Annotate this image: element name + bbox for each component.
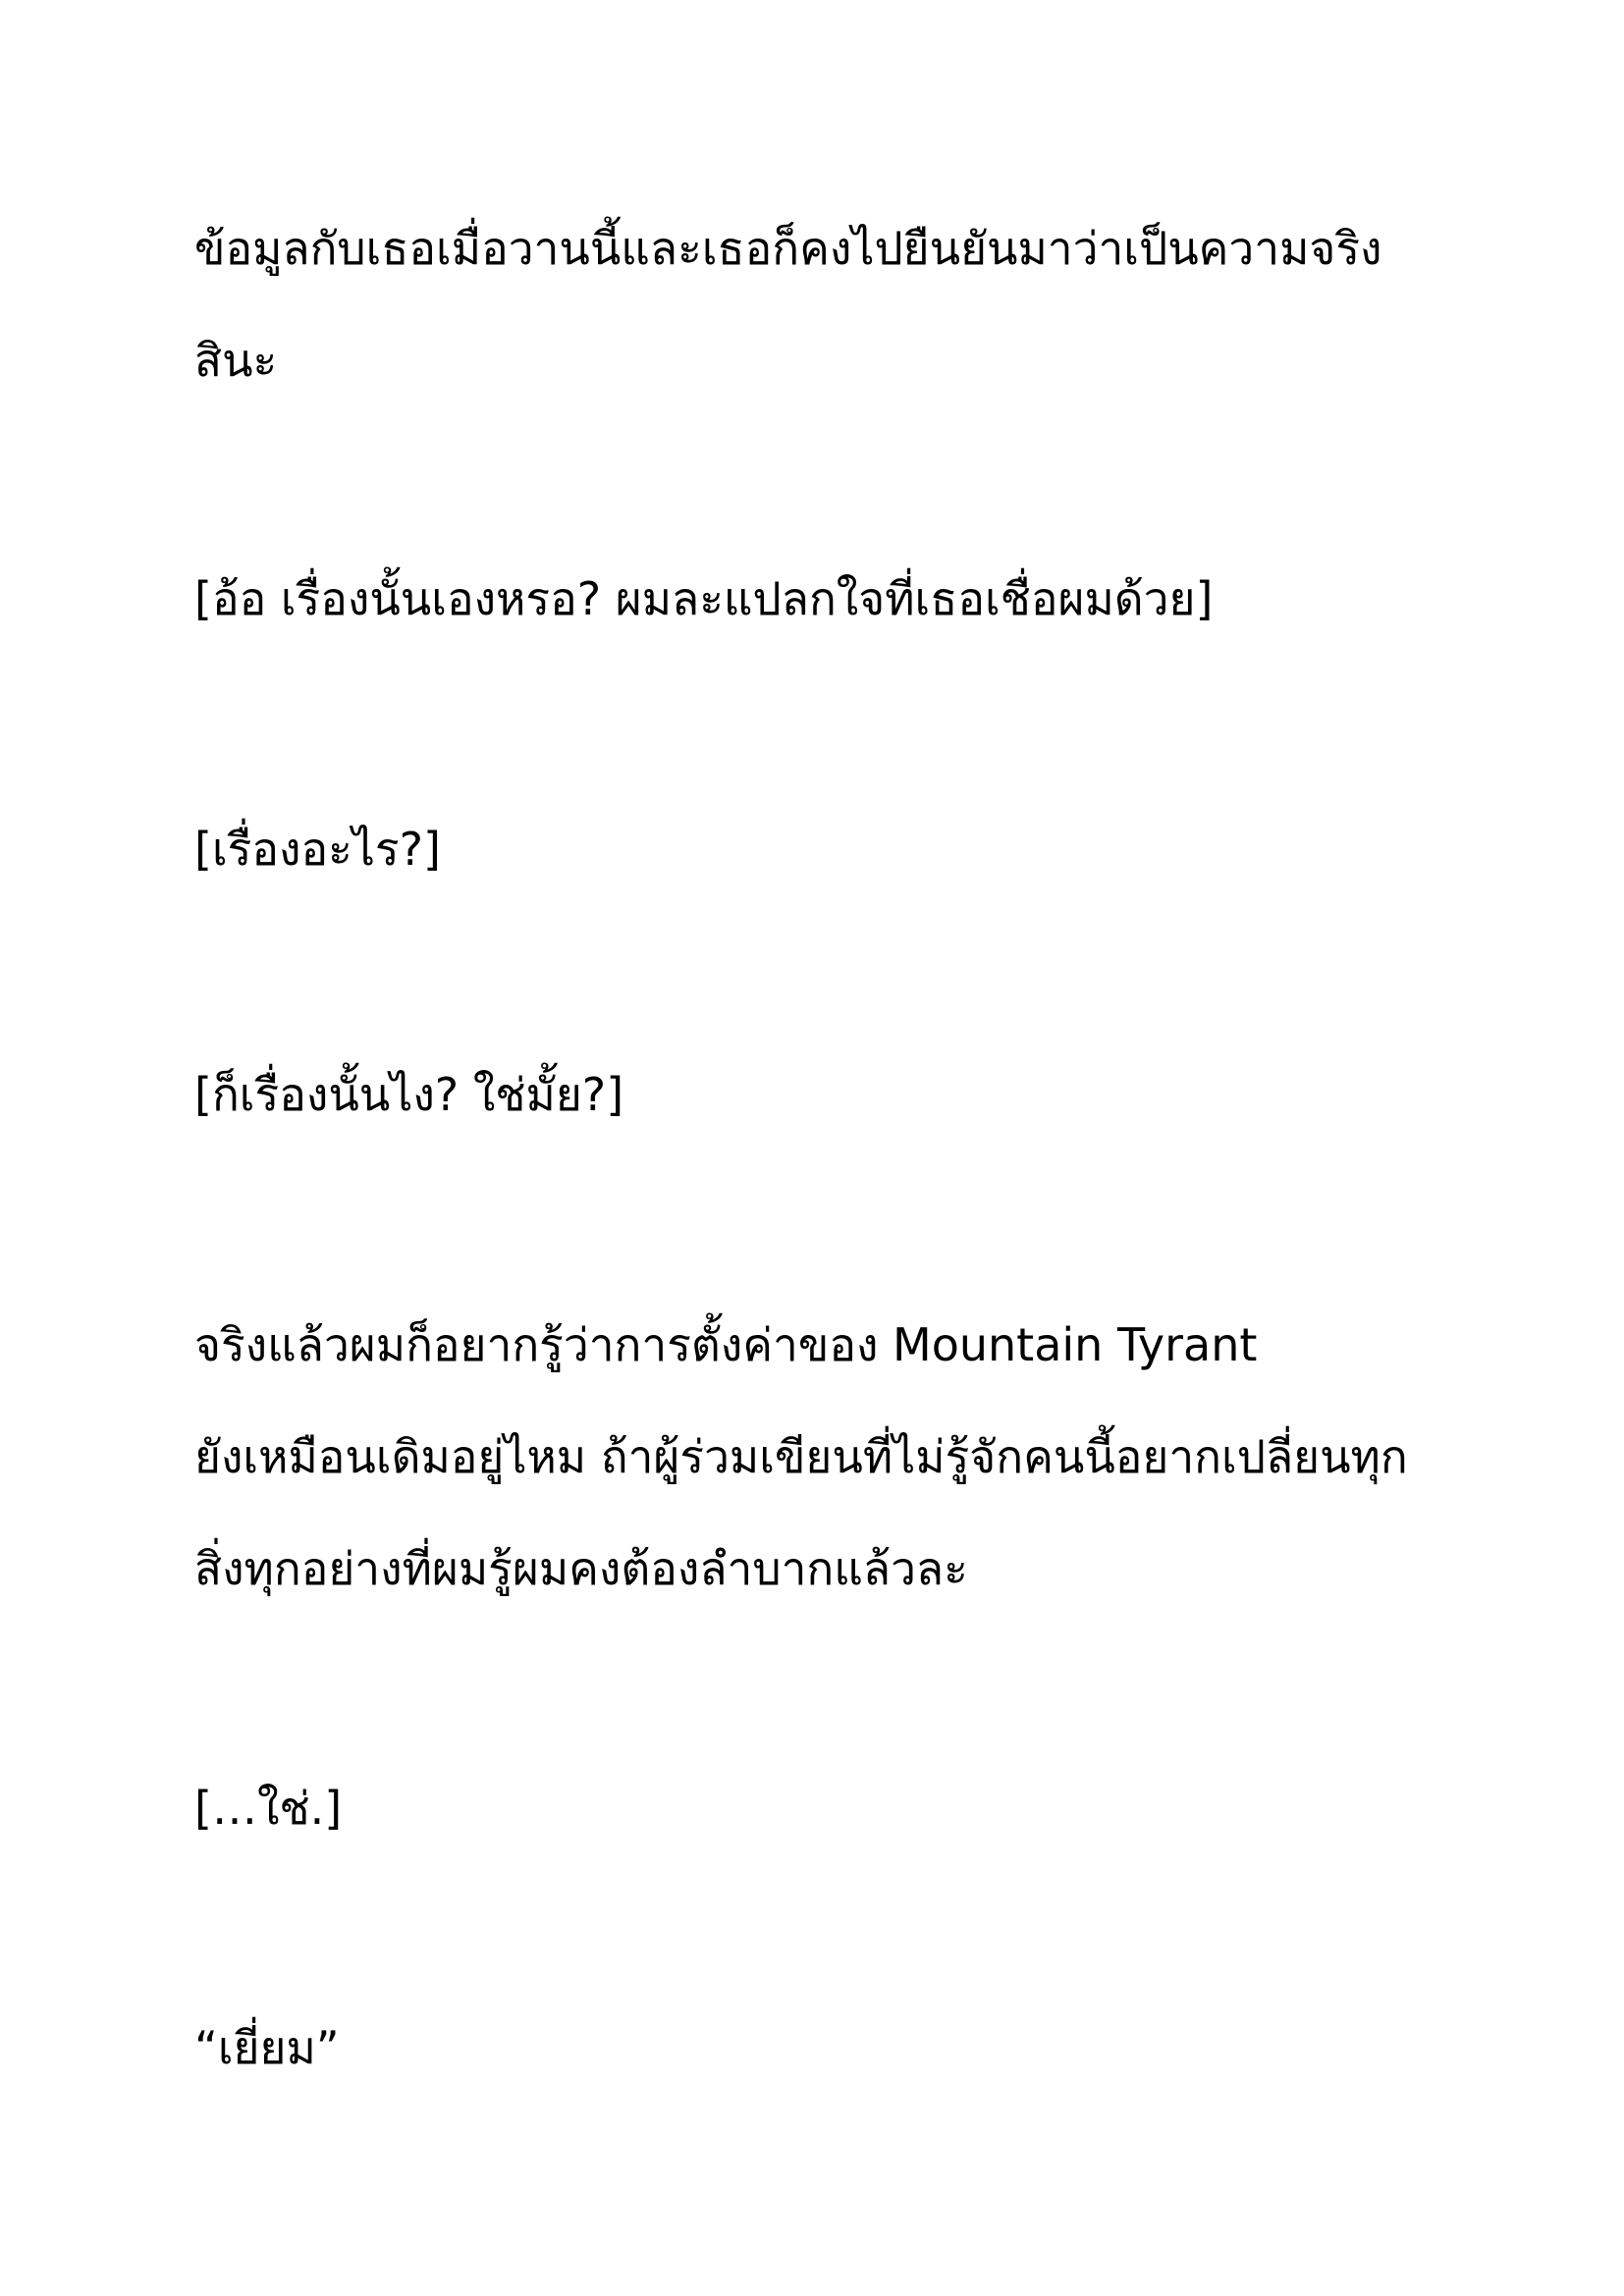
paragraph-3: [เรื่องอะไร?] xyxy=(194,823,442,876)
paragraph-4: [ก็เรื่องนั้นไง? ใช่มั้ย?] xyxy=(194,1068,624,1121)
paragraph-5: จริงแล้วผมก็อยากรู้ว่าการตั้งค่าของ Mountain Tyrant ยังเหมือนเดิมอยู่ไหม ถ้าผู้ร่วมเขียนที่ไม่รู้จักคนนี้อยากเปลี่ยนทุก สิ่งทุกอย่างที่ผมรู้ผมคงต้องลำบากแล้วละ xyxy=(194,1318,1408,1595)
paragraph-6: […ใช่.] xyxy=(194,1782,343,1835)
paragraph-7: “เยี่ยม” xyxy=(194,2021,340,2074)
paragraph-1: ข้อมูลกับเธอเมื่อวานนี้และเธอก็คงไปยืนยันมาว่าเป็นความจริง สินะ xyxy=(194,222,1382,387)
paragraph-2: [อ้อ เรื่องนั้นเองหรอ? ผมละแปลกใจที่เธอเชื่อผมด้วย] xyxy=(194,572,1214,625)
